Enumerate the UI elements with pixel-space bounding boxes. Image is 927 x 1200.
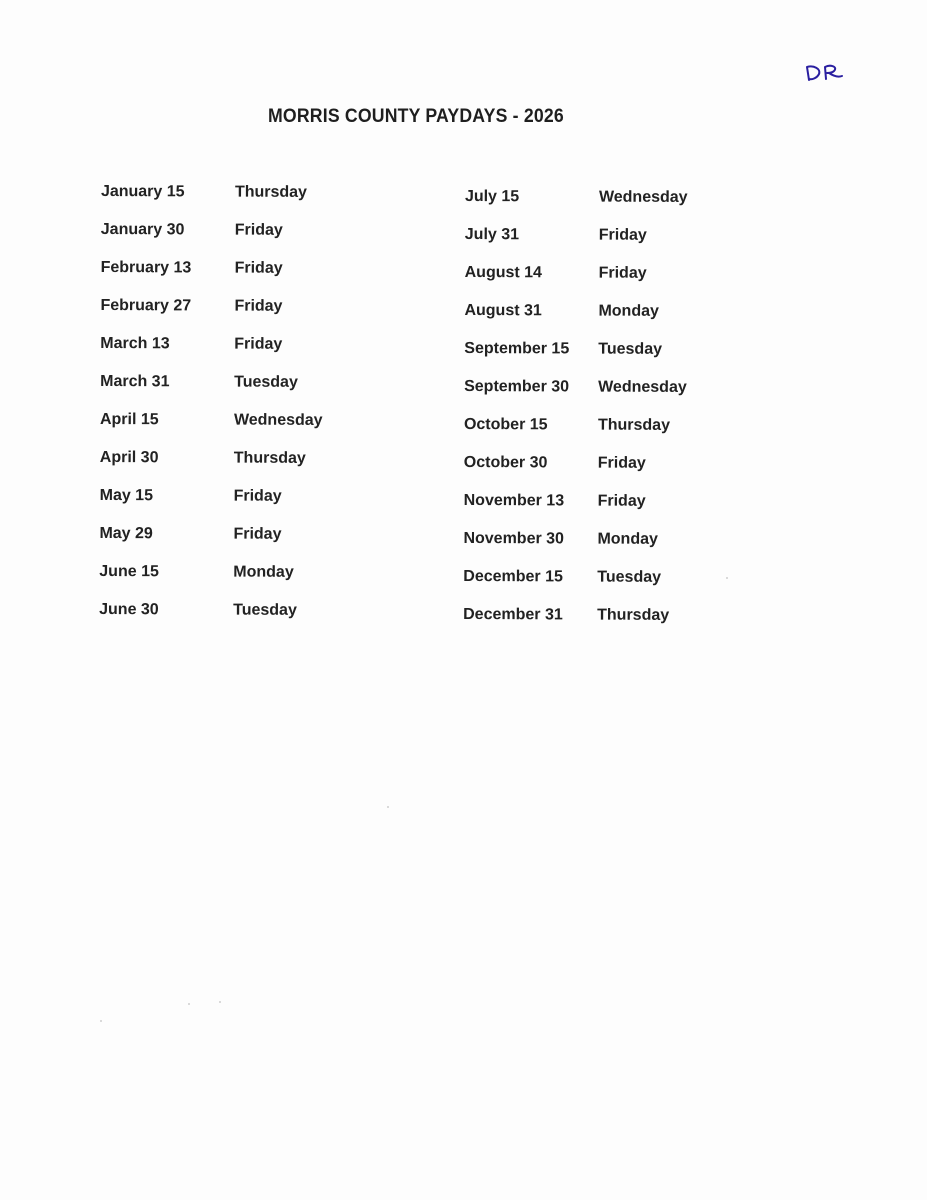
payday-weekday: Tuesday (597, 568, 662, 586)
payday-weekday: Friday (598, 264, 647, 282)
payday-date: May 29 (99, 524, 153, 543)
payday-weekday: Friday (597, 492, 646, 510)
payday-weekday: Thursday (597, 606, 670, 624)
paydays-column-left (99, 183, 355, 640)
list-item (99, 525, 353, 564)
list-item (463, 530, 717, 569)
payday-weekday: Friday (598, 226, 647, 244)
payday-weekday: Friday (233, 487, 282, 505)
payday-weekday: Thursday (597, 416, 671, 434)
list-item (464, 454, 718, 493)
list-item (99, 563, 353, 602)
payday-weekday: Thursday (234, 183, 308, 201)
payday-date: November 13 (463, 491, 565, 510)
payday-weekday: Monday (598, 302, 659, 320)
payday-date: December 15 (463, 567, 563, 586)
scan-speck (219, 1001, 221, 1003)
list-item (101, 259, 355, 298)
payday-weekday: Tuesday (233, 601, 297, 619)
payday-date: June 30 (99, 600, 159, 619)
list-item (465, 226, 719, 265)
payday-date: September 30 (464, 377, 570, 396)
list-item (464, 492, 718, 531)
payday-weekday: Monday (233, 563, 294, 581)
payday-weekday: Wednesday (233, 411, 323, 429)
payday-date: March 31 (100, 372, 170, 391)
list-item (464, 416, 718, 455)
list-item (100, 297, 354, 336)
list-item (100, 487, 354, 526)
payday-date: April 15 (99, 410, 159, 429)
list-item (100, 335, 354, 374)
list-item (101, 183, 355, 222)
list-item (464, 302, 718, 341)
payday-weekday: Friday (233, 525, 282, 543)
payday-date: May 15 (99, 486, 154, 505)
list-item (464, 340, 718, 379)
paydays-column-right (463, 188, 719, 645)
payday-date: March 13 (100, 334, 170, 353)
payday-date: December 31 (463, 605, 563, 624)
payday-date: January 30 (100, 220, 185, 239)
list-item (99, 601, 353, 640)
list-item (464, 378, 718, 417)
payday-weekday: Thursday (233, 449, 306, 467)
payday-date: October 30 (463, 453, 548, 472)
handwritten-initials (804, 58, 846, 86)
payday-date: February 27 (100, 296, 192, 315)
list-item (463, 606, 717, 645)
scan-speck (100, 1020, 102, 1022)
payday-date: August 14 (464, 263, 543, 282)
scan-speck (387, 806, 389, 808)
scan-speck (188, 1003, 190, 1005)
payday-date: April 30 (99, 448, 159, 467)
payday-weekday: Tuesday (598, 340, 663, 358)
list-item (465, 188, 719, 227)
payday-weekday: Wednesday (598, 188, 688, 206)
list-item (100, 449, 354, 488)
payday-weekday: Monday (597, 530, 658, 548)
payday-date: July 31 (464, 225, 520, 244)
payday-date: January 15 (100, 183, 185, 201)
payday-date: September 15 (464, 339, 570, 358)
payday-weekday: Friday (234, 221, 283, 239)
list-item (100, 373, 354, 412)
scan-speck (726, 577, 728, 579)
list-item (101, 221, 355, 260)
payday-weekday: Friday (234, 297, 283, 315)
payday-date: July 15 (464, 188, 520, 206)
list-item (463, 568, 717, 607)
list-item (100, 411, 354, 450)
payday-weekday: Friday (597, 454, 646, 472)
payday-weekday: Wednesday (598, 378, 687, 396)
payday-date: August 31 (464, 301, 542, 320)
payday-date: June 15 (99, 562, 159, 581)
payday-date: November 30 (463, 529, 565, 548)
payday-weekday: Tuesday (234, 373, 298, 391)
payday-date: February 13 (100, 258, 192, 277)
list-item (465, 264, 719, 303)
payday-weekday: Friday (234, 259, 283, 277)
payday-date: October 15 (463, 415, 548, 434)
payday-weekday: Friday (234, 335, 283, 353)
page-title: MORRIS COUNTY PAYDAYS - 2026 (268, 106, 564, 127)
